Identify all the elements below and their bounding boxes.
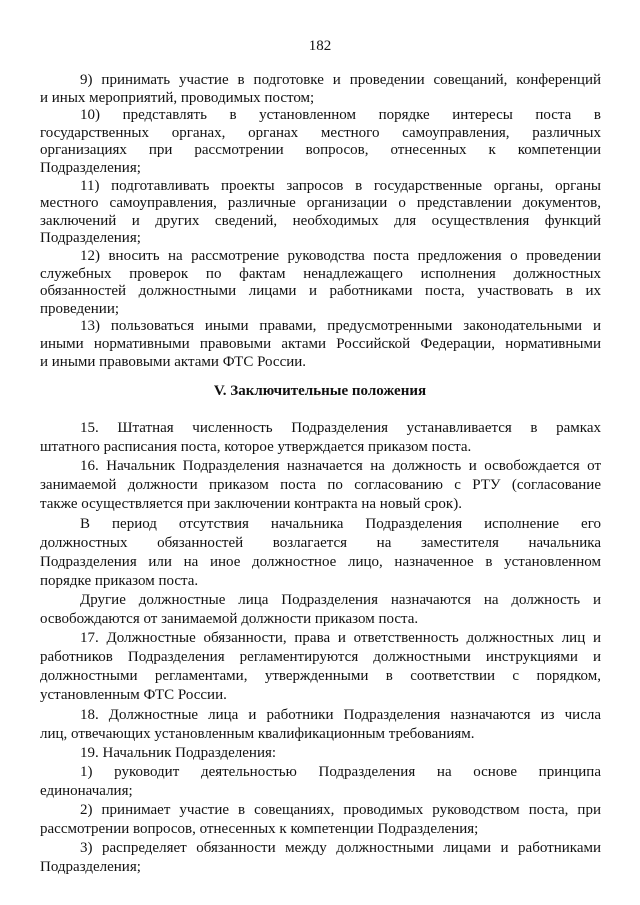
text-line: 18. Должностные лица и работники Подразделения назначаются из числа: [80, 706, 601, 723]
text-line: и иных мероприятий, проводимых постом;: [40, 89, 315, 106]
text-line: Подразделения или на иное должностное лицо, назначенное в установленном: [40, 553, 601, 570]
text-line: единоначалия;: [40, 782, 133, 799]
text-line: 10) представлять в установленном порядке интересы поста в: [80, 107, 601, 124]
text-line: 2) принимает участие в совещаниях, проводимых руководством поста, при: [80, 802, 601, 818]
text-line: 17. Должностные обязанности, права и ответственность должностных лиц и: [80, 630, 601, 647]
text-line: заключений и других сведений, необходимых для осуществления функций: [40, 212, 601, 229]
text-line: и иными правовыми актами ФТС России.: [40, 353, 307, 370]
text-line: порядке приказом поста.: [40, 572, 199, 589]
text-line: 15. Штатная численность Подразделения устанавливается в рамках: [80, 420, 601, 436]
text-line: В период отсутствия начальника Подразделения исполнение его: [80, 515, 601, 532]
text-line: 12) вносить на рассмотрение руководства поста предложения о проведении: [80, 248, 601, 264]
text-line: 3) распределяет обязанности между должностными лицами и работниками: [80, 840, 601, 857]
text-line: проведении;: [40, 300, 120, 317]
text-line: лиц, отвечающих установленным квалификационным требованиям.: [40, 725, 475, 742]
text-line: 9) принимать участие в подготовке и проведении совещаний, конференций: [80, 72, 601, 88]
text-line: также осуществляется при заключении контракта на новый срок).: [40, 496, 462, 513]
text-line: иными нормативными правовыми актами Российской Федерации, нормативными: [40, 336, 601, 352]
text-line: государственных органах, органах местного самоуправления, различных: [40, 124, 601, 141]
text-line: 13) пользоваться иными правами, предусмотренными законодательными и: [80, 318, 601, 335]
text-line: местного самоуправления, различные организации о представлении документов,: [40, 195, 601, 212]
text-line: занимаемой должности приказом поста по согласованию с РТУ (согласование: [40, 477, 601, 494]
text-line: 19. Начальник Подразделения:: [80, 744, 277, 761]
text-line: должностными регламентами, утвержденными в соответствии с порядком,: [40, 668, 601, 685]
text-line: Подразделения;: [40, 160, 141, 176]
text-line: организациях при рассмотрении вопросов, отнесенных к компетенции: [40, 142, 601, 159]
text-line: работников Подразделения регламентируются должностными инструкциями и: [40, 649, 601, 666]
text-line: Подразделения;: [40, 859, 141, 876]
text-line: обязанностей должностными лицами и работниками поста, участвовать в их: [40, 283, 601, 300]
text-line: 16. Начальник Подразделения назначается на должность и освобождается от: [80, 458, 601, 475]
section-heading: V. Заключительные положения: [213, 383, 427, 399]
text-line: служебных проверок по фактам ненадлежащего исполнения должностных: [40, 265, 601, 282]
text-line: 1) руководит деятельностью Подразделения на основе принципа: [80, 763, 601, 780]
text-line: установленным ФТС России.: [40, 687, 227, 704]
page-number: 182: [308, 38, 332, 54]
text-line: 11) подготавливать проекты запросов в государственные органы, органы: [80, 177, 601, 194]
text-line: Другие должностные лица Подразделения назначаются на должность и: [80, 591, 601, 608]
text-line: штатного расписания поста, которое утверждается приказом поста.: [40, 439, 472, 456]
text-line: должностных обязанностей возлагается на заместителя начальника: [40, 534, 601, 551]
text-line: рассмотрении вопросов, отнесенных к компетенции Подразделения;: [40, 821, 479, 838]
text-line: освобождаются от занимаемой должности приказом поста.: [40, 611, 419, 627]
text-line: Подразделения;: [40, 230, 141, 247]
